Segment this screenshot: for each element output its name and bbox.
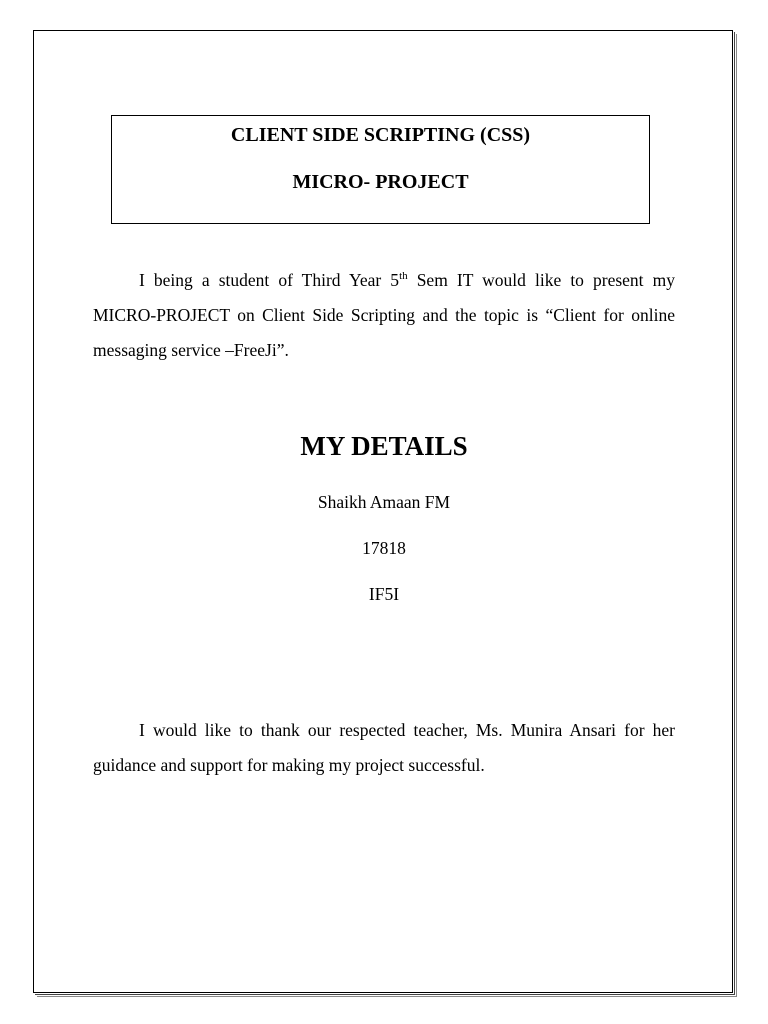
class-code: IF5I xyxy=(368,584,400,604)
roll-number: 17818 xyxy=(362,538,406,558)
subject-title: CLIENT SIDE SCRIPTING (CSS) xyxy=(230,124,531,146)
project-title: MICRO- PROJECT xyxy=(292,171,469,193)
acknowledgement-paragraph: I would like to thank our respected teacher, Ms. Munira Ansari for her guidance and support for making my project successful. xyxy=(93,720,675,775)
details-heading: MY DETAILS xyxy=(300,431,468,461)
intro-paragraph xyxy=(93,263,675,368)
title-box xyxy=(111,115,650,224)
ordinal-superscript: th xyxy=(399,270,408,282)
student-name: Shaikh Amaan FM xyxy=(317,492,451,512)
intro-text-start: I being a student of Third Year 5 xyxy=(139,270,400,290)
intro-text-end: Sem IT would like to present my MICRO-PROJECT on Client Side Scripting and the topic is “Client for online messaging service –FreeJi”. xyxy=(93,270,675,360)
